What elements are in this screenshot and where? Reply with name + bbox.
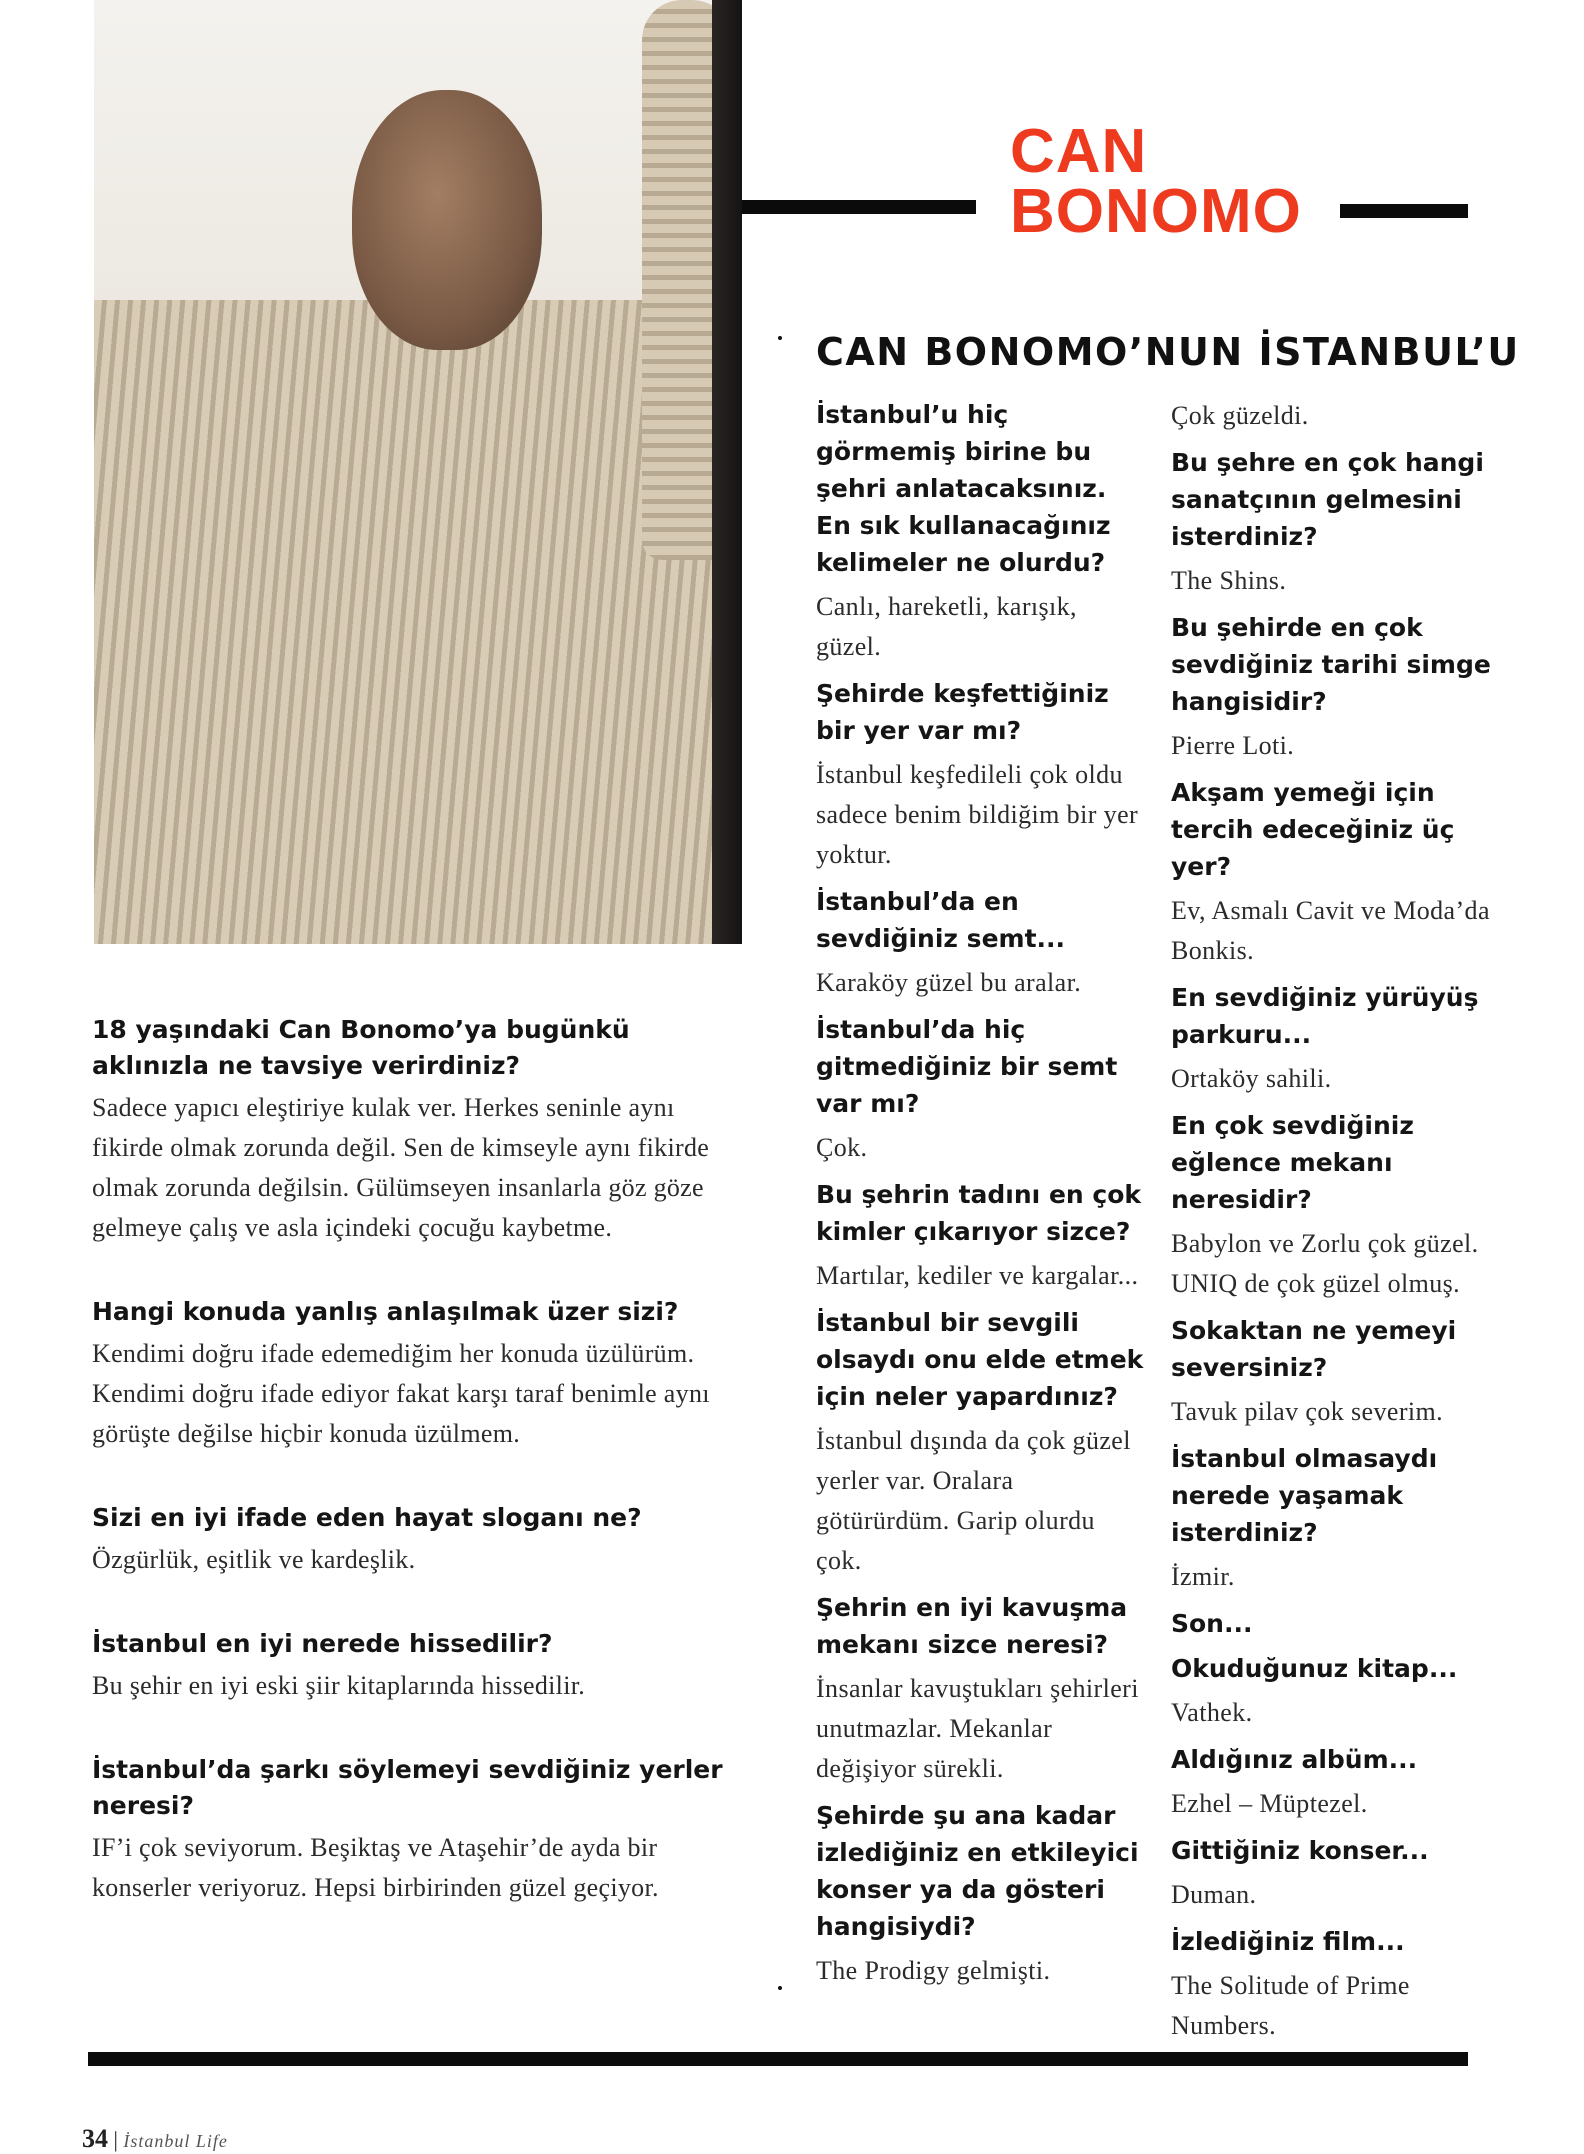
answer: Bu şehir en iyi eski şiir kitaplarında hissedilir. [92,1671,586,1700]
question: İstanbul bir sevgili olsaydı onu elde etmek için neler yapardınız? [816,1308,1144,1411]
question: Şehrin en iyi kavuşma mekanı sizce neresi? [816,1593,1128,1659]
page-footer [82,2124,228,2154]
answer: Ortaköy sahili. [1171,1064,1332,1093]
right-column [1171,396,1511,2054]
question: En sevdiğiniz yürüyüş parkuru... [1171,983,1479,1049]
question: Şehirde keşfettiğiniz bir yer var mı? [816,679,1109,745]
middle-column [816,396,1146,1999]
question: İstanbul’u hiç görmemiş birine bu şehri anlatacaksınız. En sık kullanacağınız kelimeler ne olurdu? [816,400,1111,577]
question: Okuduğunuz kitap... [1171,1654,1458,1683]
answer: Babylon ve Zorlu çok güzel. UNIQ de çok güzel olmuş. [1171,1229,1479,1298]
question: Bu şehrin tadını en çok kimler çıkarıyor sizce? [816,1180,1142,1246]
question: 18 yaşındaki Can Bonomo’ya bugünkü aklınızla ne tavsiye verirdiniz? [92,1015,630,1080]
answer: Canlı, hareketli, karışık, güzel. [816,592,1077,661]
answer: The Prodigy gelmişti. [816,1956,1051,1985]
answer: Karaköy güzel bu aralar. [816,968,1082,997]
answer: The Solitude of Prime Numbers. [1171,1971,1410,2040]
answer: Ezhel – Müptezel. [1171,1789,1368,1818]
page-number: 34 [82,2124,108,2153]
answer: İnsanlar kavuştukları şehirleri unutmazlar. Mekanlar değişiyor sürekli. [816,1674,1139,1783]
question: En çok sevdiğiniz eğlence mekanı neresidir? [1171,1111,1414,1214]
answer: Çok. [816,1133,868,1162]
title-bar-left [742,200,976,214]
answer: Pierre Loti. [1171,731,1295,760]
answer: İstanbul dışında da çok güzel yerler var. Oralara götürürdüm. Garip olurdu çok. [816,1426,1131,1575]
title-bar-right [1340,204,1468,218]
question: Hangi konuda yanlış anlaşılmak üzer sizi? [92,1297,679,1326]
answer: İstanbul keşfedileli çok oldu sadece benim bildiğim bir yer yoktur. [816,760,1139,869]
question: Sizi en iyi ifade eden hayat sloganı ne? [92,1503,642,1532]
question: Bu şehre en çok hangi sanatçının gelmesini isterdiniz? [1171,448,1484,551]
answer: İzmir. [1171,1562,1235,1591]
question: İstanbul’da en sevdiğiniz semt... [816,887,1066,953]
title-line-2: BONOMO [1010,177,1302,246]
question: İstanbul’da hiç gitmediğiniz bir semt var mı? [816,1015,1118,1118]
magazine-name: İstanbul Life [123,2131,228,2151]
answer: Kendimi doğru ifade edemediğim her konuda üzülürüm. Kendimi doğru ifade ediyor fakat karşı taraf benimle aynı görüşte değilse hiçbir konuda üzülmem. [92,1339,710,1448]
question: Son... [1171,1609,1253,1638]
portrait-photo [94,0,742,944]
column-marker-top [778,336,782,340]
question: Bu şehirde en çok sevdiğiniz tarihi simge hangisidir? [1171,613,1491,716]
column-marker-bottom [778,1986,782,1990]
question: Aldığınız albüm... [1171,1745,1418,1774]
footer-separator: | [113,2127,118,2152]
title-line-1: CAN [1010,117,1148,186]
article-title [1010,117,1330,246]
question: Akşam yemeği için tercih edeceğiniz üç yer? [1171,778,1455,881]
answer: Tavuk pilav çok severim. [1171,1397,1444,1426]
answer: Duman. [1171,1880,1257,1909]
answer: Vathek. [1171,1698,1253,1727]
answer-continued: Çok güzeldi. [1171,401,1309,430]
answer: Özgürlük, eşitlik ve kardeşlik. [92,1545,416,1574]
question: İstanbul’da şarkı söylemeyi sevdiğiniz yerler neresi? [92,1755,723,1820]
footer-rule [88,2052,1468,2066]
question: İstanbul en iyi nerede hissedilir? [92,1629,553,1658]
photo-pole [712,0,742,944]
question: Sokaktan ne yemeyi seversiniz? [1171,1316,1457,1382]
answer: IF’i çok seviyorum. Beşiktaş ve Ataşehir’de ayda bir konserler veriyoruz. Hepsi birbirinden güzel geçiyor. [92,1833,659,1902]
answer: Ev, Asmalı Cavit ve Moda’da Bonkis. [1171,896,1490,965]
left-column [92,1012,752,1908]
question: İzlediğiniz film... [1171,1927,1405,1956]
question: Gittiğiniz konser... [1171,1836,1429,1865]
question: Şehirde şu ana kadar izlediğiniz en etkileyici konser ya da gösteri hangisiydi? [816,1801,1139,1941]
answer: The Shins. [1171,566,1287,595]
photo-head [352,90,542,350]
answer: Sadece yapıcı eleştiriye kulak ver. Herkes seninle aynı fikirde olmak zorunda değil. Sen de kimseyle aynı fikirde olmak zorunda değilsin. Gülümseyen insanlarla göz göze gelmeye çalış ve asla içindeki çocuğu kaybetme. [92,1093,710,1242]
section-heading: CAN BONOMO’NUN İSTANBUL’U [816,330,1520,374]
answer: Martılar, kediler ve kargalar... [816,1261,1139,1290]
question: İstanbul olmasaydı nerede yaşamak isterdiniz? [1171,1444,1438,1547]
